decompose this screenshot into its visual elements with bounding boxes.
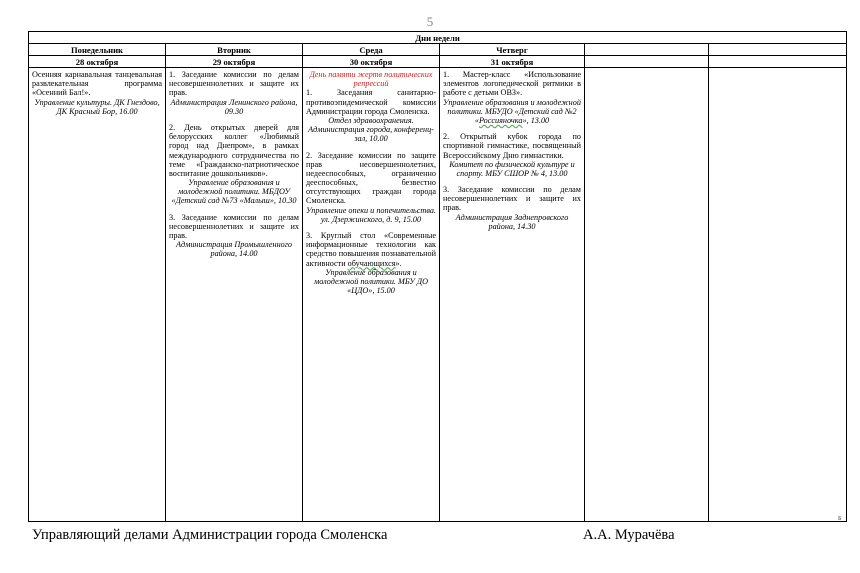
empty-column-5 (585, 68, 709, 522)
weekday-thursday: Четверг (440, 44, 585, 56)
date-wednesday: 30 октября (303, 56, 440, 68)
spellcheck-word: Россияночка (478, 115, 523, 125)
event-organizer: Администрация Промышленного района, 14.00 (175, 240, 293, 259)
date-tuesday: 29 октября (166, 56, 303, 68)
event-text: 2. День открытых дверей для белорусских коллег «Любимый город над Днепром», в рамках международного сотрудничества по теме «Гражданско-патриотическое воспитание дошкольников». (169, 122, 299, 178)
date-thursday: 31 октября (440, 56, 585, 68)
event-organizer: Управление образования и молодежной политики. МБДОУ «Детский сад №73 «Малыш», 10.30 (171, 178, 297, 206)
event-text: 2. Открытый кубок города по спортивной гимнастике, посвященный Всероссийскому Дню гимнастики. (443, 132, 581, 160)
schedule-table (28, 31, 847, 522)
corner-mark: Б (838, 516, 842, 522)
thursday-events (440, 68, 585, 522)
event-organizer (443, 98, 581, 126)
spellcheck-word: обучающихся (347, 258, 396, 268)
date-empty-5 (585, 56, 709, 68)
empty-column-6 (709, 68, 847, 522)
weekday-wednesday: Среда (303, 44, 440, 56)
footer-position: Управляющий делами Администрации города Смоленска (32, 527, 388, 543)
footer-signer: А.А. Мурачёва (583, 527, 675, 543)
weekday-row (29, 44, 847, 56)
event-organizer-part: Управление образования и молодежной политики. МБУДО «Детский сад №2 « (443, 97, 581, 125)
date-monday: 28 октября (29, 56, 166, 68)
event-organizer: Комитет по физической культуре и спорту. МБУ СШОР № 4, 13.00 (449, 159, 575, 178)
date-row (29, 56, 847, 68)
event-organizer: Управление культуры. ДК Гнездово, ДК Красный Бор, 16.00 (34, 97, 160, 116)
event-organizer: Управление образования и молодежной политики. МБУ ДО «ЦДО», 15.00 (313, 267, 429, 296)
table-header: Дни недели (29, 32, 847, 44)
weekday-tuesday: Вторник (166, 44, 303, 56)
weekday-empty-5 (585, 44, 709, 56)
weekday-empty-6 (709, 44, 847, 56)
event-text: 2. Заседание комиссии по защите прав несовершеннолетних, недееспособных, ограниченно дееспособных, безвестно отсутствующих граждан города Смоленска. (306, 150, 436, 206)
event-text: 1. Мастер-класс «Использование элементов логопедической ритмики в работе с детьми ОВЗ». (443, 70, 581, 98)
memorial-day-note: День памяти жертв политических репрессий (309, 70, 433, 89)
wednesday-events (303, 68, 440, 522)
event-text-part: 3. Круглый стол «Современные информационные технологии как средство повышения познавательной активности (306, 231, 436, 268)
event-text-part: ». (395, 258, 402, 268)
weekday-monday: Понедельник (29, 44, 166, 56)
event-organizer: Отдел здравоохранения. Администрация города, конференц-зал, 10.00 (308, 115, 434, 144)
event-text: Осенняя карнавальная танцевальная развлекательная программа «Осенний Бал!». (32, 70, 162, 98)
page-number: 5 (426, 14, 434, 29)
monday-events (29, 68, 166, 522)
event-text: 3. Заседание комиссии по делам несовершеннолетних и защите их прав. (169, 212, 299, 240)
event-text (306, 231, 436, 268)
tuesday-events (166, 68, 303, 522)
date-empty-6 (709, 56, 847, 68)
event-organizer: Управление опеки и попечительства. ул. Дзержинского, д. 9, 15.00 (306, 205, 436, 224)
event-text: 1. Заседание комиссии по делам несовершеннолетних и защите их прав. (169, 70, 299, 98)
event-text: 1. Заседания санитарно-противоэпидемической комиссии Администрации города Смоленска. (306, 88, 436, 116)
events-row (29, 68, 847, 522)
event-organizer: Администрация Ленинского района, 09.30 (170, 97, 298, 116)
event-text: 3. Заседание комиссии по делам несовершеннолетних и защите их прав. (443, 185, 581, 213)
event-organizer-part: », 13.00 (522, 115, 550, 125)
event-organizer: Администрация Заднепровского района, 14.30 (455, 212, 569, 231)
